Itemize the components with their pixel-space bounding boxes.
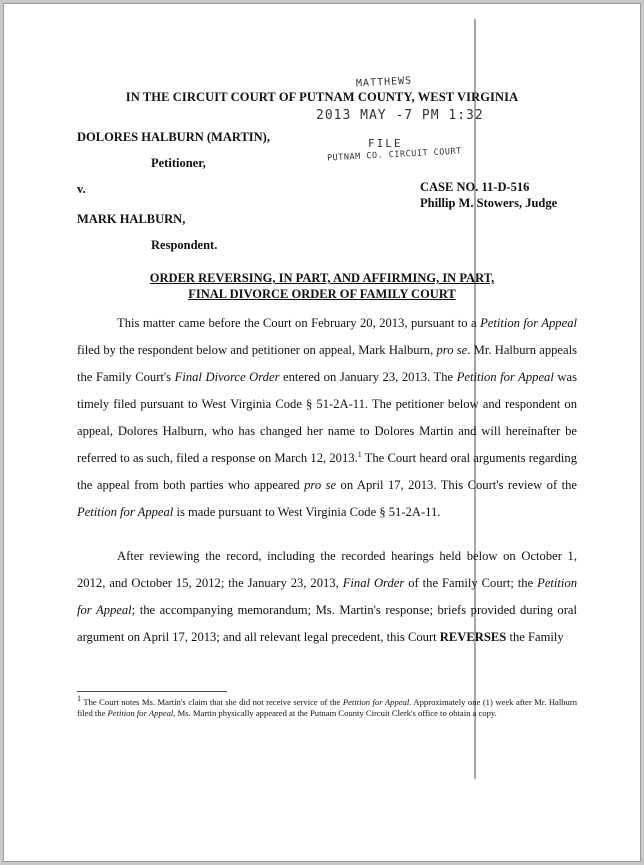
respondent-name: MARK HALBURN, bbox=[77, 212, 186, 226]
court-heading: IN THE CIRCUIT COURT OF PUTNAM COUNTY, WEST VIRGINIA bbox=[125, 90, 519, 104]
case-number: CASE NO. 11-D-516 bbox=[420, 180, 530, 194]
judge-name: Phillip M. Stowers, Judge bbox=[420, 196, 558, 210]
stamp-date-time: 2013 MAY -7 PM 1:32 bbox=[316, 108, 484, 123]
versus-label: v. bbox=[77, 182, 86, 196]
order-body bbox=[77, 310, 577, 651]
stamp-clerk-name: MATTHEWS bbox=[355, 75, 413, 90]
paragraph-2: After reviewing the record, including the recorded hearings held below on October 1, 2012, and October 15, 2012; the January 23, 2013, Final Order of the Family Court; the Petition for Appeal; the accompanying memorandum; Ms. Martin's response; briefs provided during oral argument on April 17, 2013; and all relevant legal precedent, this Court REVERSES the Family bbox=[77, 549, 578, 644]
stamp-filed: FILE bbox=[368, 137, 403, 150]
petitioner-name: DOLORES HALBURN (MARTIN), bbox=[77, 130, 270, 144]
footnote-reference: 1 bbox=[357, 449, 362, 459]
order-title-line2: FINAL DIVORCE ORDER OF FAMILY COURT bbox=[188, 287, 456, 301]
paragraph-1: This matter came before the Court on February 20, 2013, pursuant to a Petition for Appeal filed by the respondent below and petitioner on appeal, Mark Halburn, pro se. Mr. Halburn appeals the Family Court's Final Divorce Order entered on January 23, 2013. The Petition for Appeal was timely filed pursuant to West Virginia Code § 51-2A-11. The petitioner below and respondent on appeal, Dolores Halburn, who has changed her name to Dolores Martin and will hereinafter be referred to as such, filed a response on March 12, 2013.$^1$ The Court heard oral arguments regarding the appeal from both parties who appeared pro se on April 17, 2013. This Court's review of the Petition for Appeal is made pursuant to West Virginia Code § 51-2A-11. bbox=[77, 316, 577, 519]
document-page bbox=[3, 3, 641, 862]
footnote-divider bbox=[77, 691, 227, 692]
order-title-line1: ORDER REVERSING, IN PART, AND AFFIRMING, IN PART, bbox=[149, 271, 495, 285]
petitioner-role: Petitioner, bbox=[151, 156, 206, 170]
footnote-1: $^1$ The Court notes Ms. Martin's claim that she did not receive service of the Petition for Appeal. Approximately one (1) week after Mr. Halburn filed the Petition for Appeal, Ms. Martin physically appeared at the Putnam County Circuit Clerk's office to obtain a copy. bbox=[77, 694, 577, 718]
respondent-role: Respondent. bbox=[151, 238, 218, 252]
stamp-court: PUTNAM CO. CIRCUIT COURT bbox=[326, 146, 462, 164]
